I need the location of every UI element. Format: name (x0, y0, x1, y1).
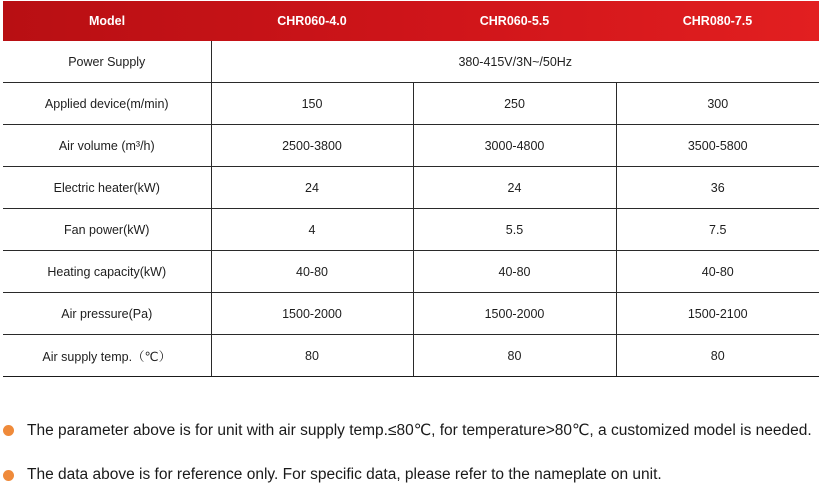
table-cell: 5.5 (413, 209, 616, 251)
table-row (3, 209, 819, 251)
table-cell: 300 (616, 83, 819, 125)
table-row (3, 293, 819, 335)
table-cell: 150 (211, 83, 413, 125)
table-cell: 2500-3800 (211, 125, 413, 167)
row-label: Power Supply (3, 41, 211, 83)
row-label: Fan power(kW) (3, 209, 211, 251)
orange-dot-icon (3, 470, 14, 481)
table-cell: 80 (211, 335, 413, 377)
row-label: Applied device(m/min) (3, 83, 211, 125)
table-row (3, 41, 819, 83)
table-cell: 1500-2000 (413, 293, 616, 335)
row-label: Air pressure(Pa) (3, 293, 211, 335)
table-cell: 36 (616, 167, 819, 209)
merged-cell: 380-415V/3N~/50Hz (211, 41, 819, 83)
note-item (3, 466, 662, 484)
table-cell: 24 (211, 167, 413, 209)
table-cell: 40-80 (211, 251, 413, 293)
header-chr060-4-0: CHR060-4.0 (277, 14, 347, 28)
table-cell: 40-80 (413, 251, 616, 293)
table-cell: 24 (413, 167, 616, 209)
row-label: Air volume (m³/h) (3, 125, 211, 167)
row-label: Electric heater(kW) (3, 167, 211, 209)
table-row (3, 83, 819, 125)
header-model: Model (88, 14, 126, 28)
table-cell: 3500-5800 (616, 125, 819, 167)
row-label: Air supply temp.（℃） (3, 335, 211, 377)
table-cell: 250 (413, 83, 616, 125)
table-cell: 80 (616, 335, 819, 377)
note-text: The data above is for reference only. For specific data, please refer to the nameplate on unit. (27, 466, 662, 483)
table-row (3, 251, 819, 293)
table-cell: 40-80 (616, 251, 819, 293)
table-cell: 1500-2000 (211, 293, 413, 335)
table-cell: 80 (413, 335, 616, 377)
header-row (3, 1, 819, 41)
note-text: The parameter above is for unit with air supply temp.≤80℃, for temperature>80℃, a customized model is needed. (27, 422, 812, 439)
header-chr060-5-5: CHR060-5.5 (479, 14, 550, 28)
spec-table (3, 1, 819, 377)
table-row (3, 125, 819, 167)
table-header (3, 1, 819, 41)
table-row (3, 335, 819, 377)
header-chr080-7-5: CHR080-7.5 (682, 14, 753, 28)
orange-dot-icon (3, 425, 14, 436)
table-cell: 3000-4800 (413, 125, 616, 167)
table-cell: 4 (211, 209, 413, 251)
table-row (3, 167, 819, 209)
table-cell: 1500-2100 (616, 293, 819, 335)
table-body (3, 41, 819, 377)
note-item (3, 421, 812, 440)
row-label: Heating capacity(kW) (3, 251, 211, 293)
table-cell: 7.5 (616, 209, 819, 251)
